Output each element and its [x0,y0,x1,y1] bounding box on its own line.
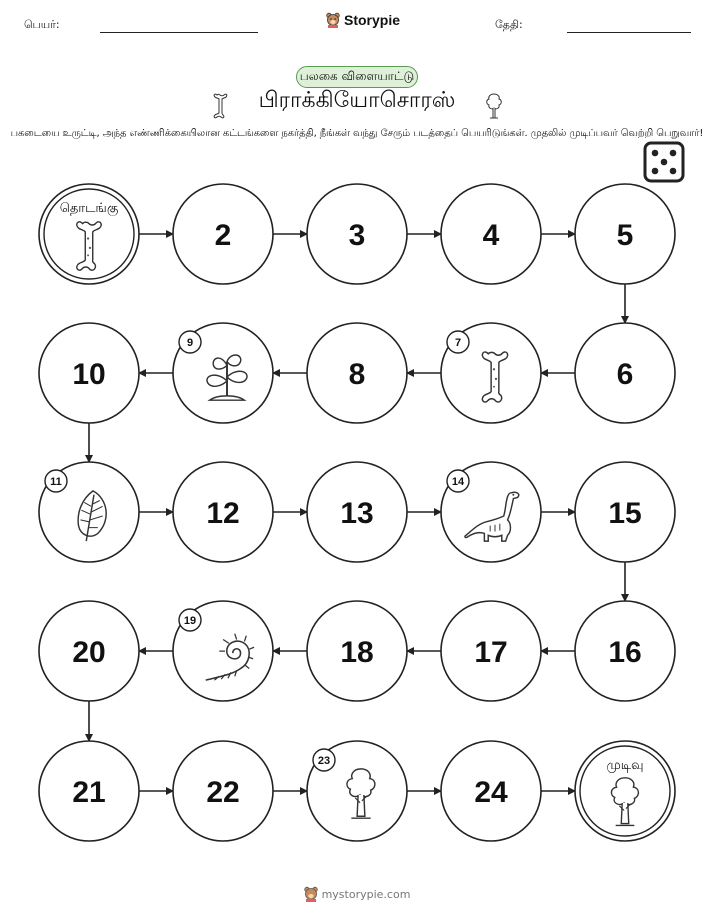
start-label: தொடங்கு [59,201,119,216]
board-cell-picture [173,323,273,423]
board-cell-number [575,323,675,423]
finish-label: முடிவு [606,758,644,773]
board-cell-number [441,741,541,841]
cell-number: 8 [348,358,366,391]
logo-text: Storypie [344,12,401,28]
board-cells [39,184,675,841]
cell-number: 17 [474,636,508,669]
page-title: பிராக்கியோசொரஸ் [258,88,456,113]
cell-number: 20 [72,636,106,669]
board-cell-number [307,184,407,284]
board-cell-number [441,184,541,284]
footer-url: mystorypie.com [321,887,411,901]
board-game-badge: பலகை விளையாட்டு [296,66,418,88]
cell-number: 6 [616,358,634,391]
cell-number: 10 [72,358,106,391]
board-cell-number [173,462,273,562]
cell-number: 11 [50,476,62,488]
cell-number: 15 [608,497,642,530]
cell-number: 13 [340,497,374,530]
board-cell-picture [441,462,541,562]
cell-number: 19 [183,615,197,627]
cell-number: 5 [616,219,634,252]
cell-number: 16 [608,636,642,669]
board-cell-number [173,741,273,841]
board-cell-number [173,184,273,284]
board-cell-number [39,601,139,701]
board-cell-picture [441,323,541,423]
board-cell-number [575,601,675,701]
cell-number: 3 [348,219,366,252]
cell-number: 18 [340,636,374,669]
board-cell-number [307,323,407,423]
board-cell-picture [173,601,273,701]
board-cell-number [575,462,675,562]
cell-number: 7 [454,337,462,349]
board-cell-number [575,184,675,284]
board-cell-start [39,184,139,284]
board-cell-number [307,601,407,701]
cell-number: 23 [317,755,331,767]
cell-number: 22 [206,776,240,809]
footer [0,886,714,902]
instructions: பகடையை உருட்டி, அந்த எண்ணிக்கையிலான கட்டங்களை நகர்த்தி, நீங்கள் வந்து சேரும் படத்தைப் பெயரிடுங்கள். முதலில் முடிப்பவர் வெற்றி பெறுவார்! [10,128,704,139]
cell-number: 2 [214,219,232,252]
cell-number: 14 [451,476,465,488]
cell-number: 24 [474,776,508,809]
name-label: பெயர்: [24,18,60,31]
cell-number: 4 [482,219,500,252]
board-cell-finish [575,741,675,841]
board-cell-number [39,323,139,423]
date-label: தேதி: [495,18,523,31]
cell-number: 21 [72,776,106,809]
cell-number: 12 [206,497,240,530]
board-cell-picture [307,741,407,841]
cell-number: 9 [186,337,194,349]
bear-logo-icon [304,886,318,902]
board-cell-picture [39,462,139,562]
board-cell-number [441,601,541,701]
board-cell-number [307,462,407,562]
board-cell-number [39,741,139,841]
